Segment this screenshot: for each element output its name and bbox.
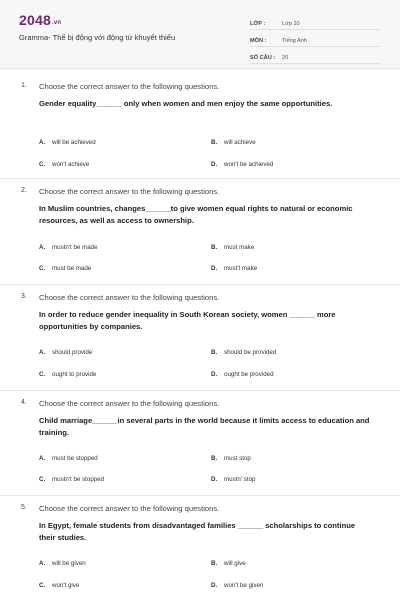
question-number: 4. (21, 399, 27, 406)
option-a[interactable]: A. will be given (39, 560, 86, 567)
logo-suffix: .vn (51, 20, 62, 26)
question-instruction: Choose the correct answer to the following questions. (39, 82, 220, 91)
option-b[interactable]: B. will give (211, 560, 246, 567)
page-header (0, 0, 400, 68)
question-instruction: Choose the correct answer to the following questions. (39, 504, 220, 513)
site-logo[interactable]: 2048.vn (19, 12, 62, 28)
meta-count-row (250, 47, 380, 64)
option-d[interactable]: D. must't make (211, 265, 258, 272)
meta-key: SỐ CÂU : (250, 55, 276, 61)
meta-value: 20 (282, 55, 289, 61)
header-divider (0, 68, 400, 69)
meta-value: Tiếng Anh (282, 38, 307, 44)
question-2 (21, 187, 373, 277)
question-stem: In order to reduce gender inequality in South Korean society, women ______ more opportunities by companies. (39, 310, 336, 331)
option-a[interactable]: A. mustn't be made (39, 244, 98, 251)
question-number: 5. (21, 504, 27, 511)
question-instruction: Choose the correct answer to the following questions. (39, 187, 220, 196)
question-instruction: Choose the correct answer to the following questions. (39, 399, 220, 408)
question-stem: In Egypt, female students from disadvantaged families ______ scholarships to continue their studies. (39, 521, 356, 542)
question-separator (0, 495, 400, 496)
option-b[interactable]: B. will achieve (211, 139, 256, 146)
option-b[interactable]: B. must stop (211, 455, 251, 462)
option-d[interactable]: D. mustn' stop (211, 476, 256, 483)
question-number: 2. (21, 187, 27, 194)
question-stem: In Muslim countries, changes______to give women equal rights to natural or economic resources, as well as access to ownership. (39, 204, 353, 225)
option-d[interactable]: D. won't be achieved (211, 161, 274, 168)
question-4 (21, 399, 373, 489)
meta-subject-row (250, 30, 380, 47)
option-a[interactable]: A. will be achieved (39, 139, 96, 146)
question-number: 1. (21, 82, 27, 89)
meta-key: MÔN : (250, 38, 267, 44)
meta-class-row (250, 13, 380, 30)
option-a[interactable]: A. must be stopped (39, 455, 98, 462)
question-separator (0, 284, 400, 285)
option-c[interactable]: C. won't achieve (39, 161, 90, 168)
option-a[interactable]: A. should provide (39, 349, 93, 356)
option-c[interactable]: C. mustn't be stopped (39, 476, 105, 483)
option-c[interactable]: C. won't give (39, 582, 80, 589)
question-stem: Gender equality______ only when women and men enjoy the same opportunities. (39, 99, 333, 108)
question-instruction: Choose the correct answer to the following questions. (39, 293, 220, 302)
option-d[interactable]: D. won't be given (211, 582, 264, 589)
meta-key: LỚP : (250, 21, 266, 27)
question-separator (0, 390, 400, 391)
subject-title: Gramma- Thể bị động với động từ khuyết thiếu (19, 33, 176, 42)
question-separator (0, 178, 400, 179)
question-number: 3. (21, 293, 27, 300)
option-d[interactable]: D. ought be provided (211, 371, 274, 378)
option-b[interactable]: B. must make (211, 244, 255, 251)
option-c[interactable]: C. must be made (39, 265, 92, 272)
option-b[interactable]: B. should be provided (211, 349, 277, 356)
question-stem: Child marriage______in several parts in the world because it limits access to education and training. (39, 416, 370, 437)
meta-value: Lớp 10 (282, 21, 300, 27)
meta-info (250, 13, 380, 64)
question-1 (21, 82, 373, 172)
option-c[interactable]: C. ought to provide (39, 371, 97, 378)
question-3 (21, 293, 373, 383)
question-5 (21, 504, 373, 596)
